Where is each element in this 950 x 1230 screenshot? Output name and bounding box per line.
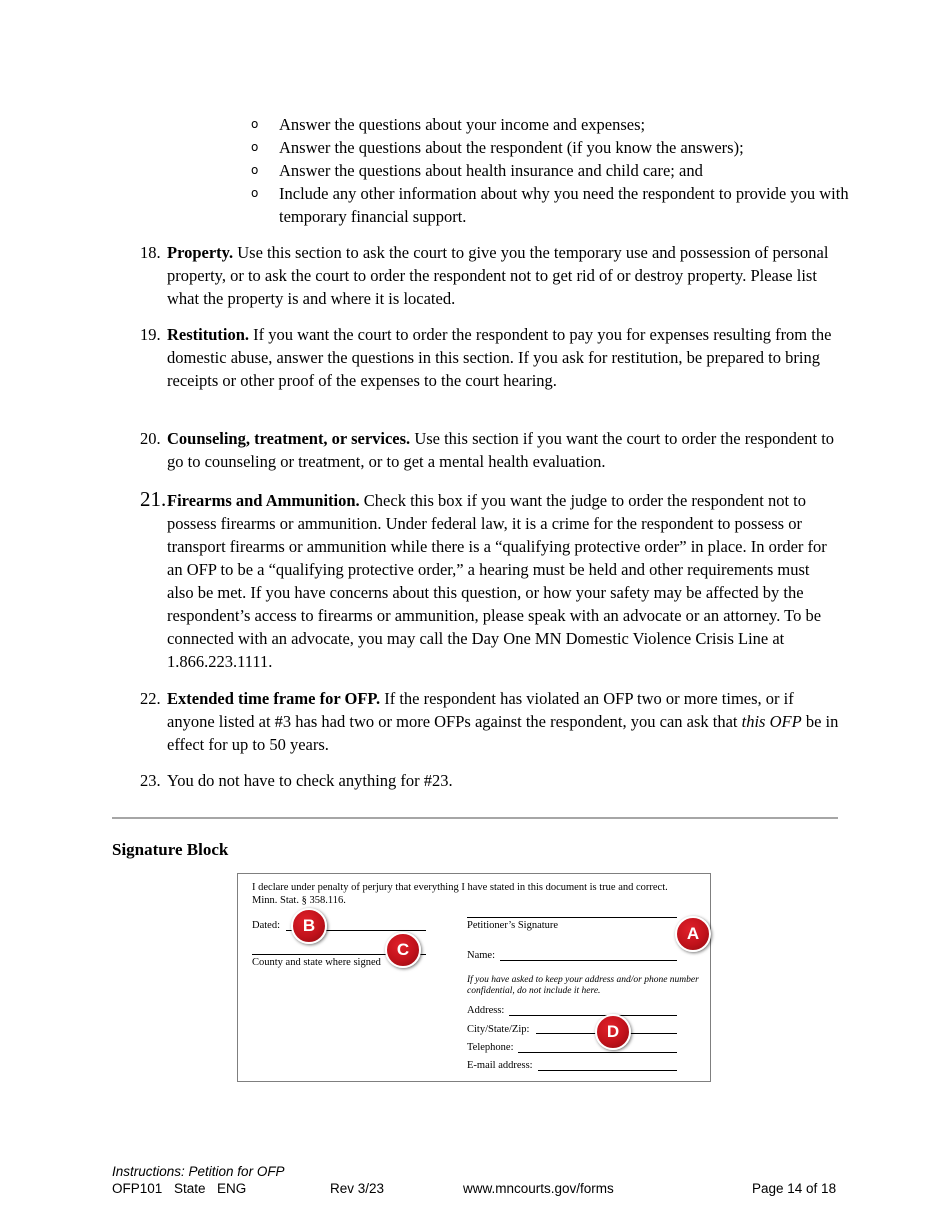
item-22-extended-time (140, 687, 840, 756)
footer-url[interactable]: www.mncourts.gov/forms (463, 1181, 614, 1196)
sub-bullet-item (251, 159, 851, 182)
county-label: County and state where signed (252, 957, 381, 968)
confidential-note: If you have asked to keep your address and/or phone number confidential, do not include it here. (467, 975, 699, 996)
item-number: 21. (140, 487, 167, 511)
bullet-circle-icon: o (251, 117, 259, 131)
item-number: 20. (140, 429, 161, 448)
signature-block-image (237, 873, 711, 1082)
signature-line (467, 917, 677, 918)
sub-bullet-text: Include any other information about why you need the respondent to provide you with temporary financial support. (279, 184, 849, 226)
item-20-counseling (140, 427, 840, 473)
email-line (538, 1070, 677, 1071)
bullet-circle-icon: o (251, 140, 259, 154)
dated-label: Dated: (252, 920, 280, 931)
sub-bullet-list (251, 113, 851, 228)
declaration-text: I declare under penalty of perjury that everything I have stated in this document is true and correct. Minn. Stat. § 358.116. (252, 882, 668, 906)
address-label: Address: (467, 1005, 505, 1016)
address-line (509, 1015, 677, 1016)
badge-a-icon: A (675, 916, 711, 952)
name-label: Name: (467, 950, 495, 961)
item-text: be in effect for up to 50 years. (167, 712, 839, 754)
telephone-label: Telephone: (467, 1042, 514, 1053)
city-state-zip-label: City/State/Zip: (467, 1024, 530, 1035)
item-text: Use this section to ask the court to give you the temporary use and possession of personal property, or to ask the court to order the respondent not to get rid of or destroy property. Please list what the property is and where it is located. (167, 243, 829, 308)
item-19-restitution (140, 323, 840, 392)
badge-c-icon: C (385, 932, 421, 968)
item-text: Check this box if you want the judge to order the respondent not to possess firearms or ammunition. Under federal law, it is a crime for the respondent to possess or transport firearms or ammunition while there is a “qualifying protective order” in place. In order for an OFP to be a “qualifying protective order,” a hearing must be held and other requirements must also be met. If you have concerns about this question, or how your safety may be affected by the respondent’s access to firearms or ammunition, please speak with an advocate or an attorney. To be connected with an advocate, you may call the Day One MN Domestic Violence Crisis Line at 1.866.223.1111. (167, 491, 827, 671)
item-title: Extended time frame for OFP. (167, 689, 381, 708)
footer-page-number: Page 14 of 18 (752, 1181, 837, 1196)
item-18-property (140, 241, 840, 310)
item-number: 23. (140, 771, 161, 790)
email-label: E-mail address: (467, 1060, 533, 1071)
item-21-firearms (140, 489, 840, 673)
item-text: Use this section if you want the court to order the respondent to go to counseling or treatment, or to get a mental health evaluation. (167, 429, 835, 471)
sub-bullet-item (251, 136, 851, 159)
badge-b-icon: B (291, 908, 327, 944)
signature-block-heading: Signature Block (112, 840, 229, 859)
telephone-line (518, 1052, 677, 1053)
footer-form-id: OFP101 (112, 1181, 163, 1196)
badge-d-icon: D (595, 1014, 631, 1050)
item-text-italic: this OFP (741, 712, 802, 731)
bullet-circle-icon: o (251, 163, 259, 177)
sub-bullet-item (251, 182, 851, 228)
item-title: Firearms and Ammunition. (167, 491, 360, 510)
footer-title: Instructions: Petition for OFP (112, 1164, 285, 1179)
item-title: Counseling, treatment, or services. (167, 429, 411, 448)
sub-bullet-text: Answer the questions about the respondent (if you know the answers); (279, 138, 744, 157)
item-23 (140, 769, 840, 792)
item-title: Restitution. (167, 325, 250, 344)
name-line (500, 960, 677, 961)
footer-lang: ENG (217, 1181, 247, 1196)
section-divider (112, 817, 838, 819)
bullet-circle-icon: o (251, 186, 259, 200)
item-text: You do not have to check anything for #23. (167, 771, 453, 790)
item-number: 19. (140, 325, 161, 344)
sub-bullet-text: Answer the questions about health insurance and child care; and (279, 161, 703, 180)
item-title: Property. (167, 243, 234, 262)
sub-bullet-item (251, 113, 851, 136)
item-text: If you want the court to order the respondent to pay you for expenses resulting from the domestic abuse, answer the questions in this section. If you ask for restitution, be prepared to bring receipts or other proof of the expenses to the court hearing. (167, 325, 832, 390)
item-number: 22. (140, 689, 161, 708)
item-text: If the respondent has violated an OFP two or more times, or if anyone listed at #3 has had two or more OFPs against the respondent, you can ask that (167, 689, 794, 731)
footer-state: State (174, 1181, 206, 1196)
footer-rev: Rev 3/23 (330, 1181, 385, 1196)
petitioner-signature-label: Petitioner’s Signature (467, 920, 559, 931)
item-number: 18. (140, 243, 161, 262)
sub-bullet-text: Answer the questions about your income and expenses; (279, 115, 646, 134)
